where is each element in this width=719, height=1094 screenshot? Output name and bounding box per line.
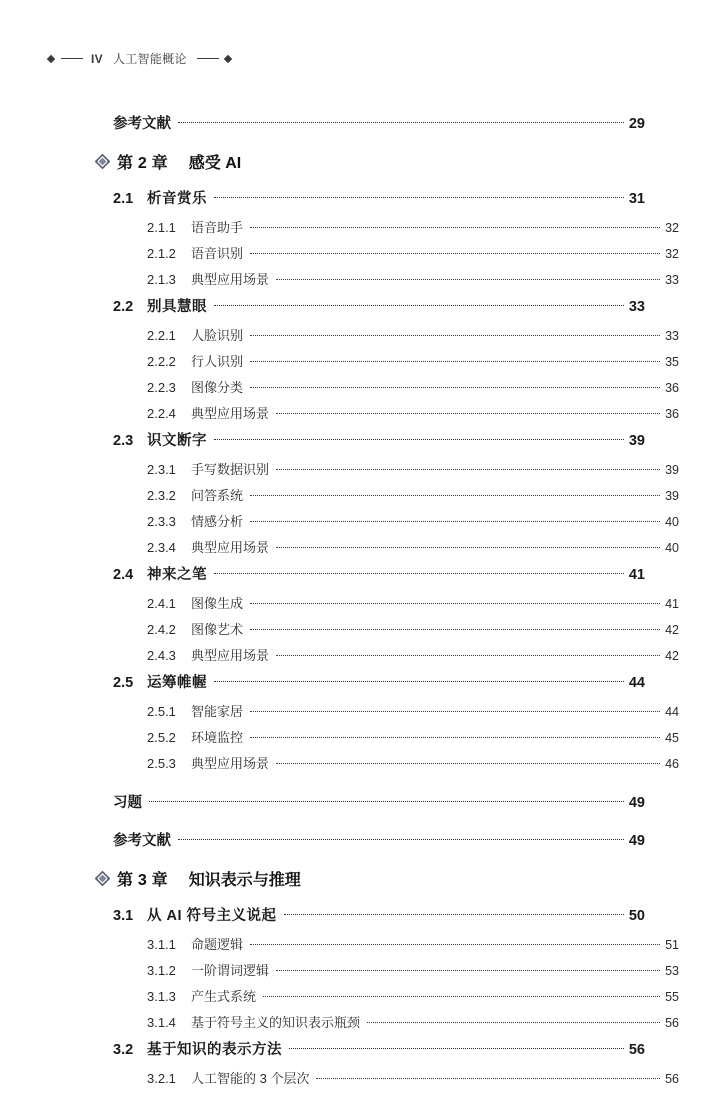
toc-entry-reference[interactable] (113, 112, 645, 133)
subsection-title: 典型应用场景 (191, 648, 270, 663)
subsection-number: 2.3.1 (147, 462, 176, 477)
rule-left-icon (61, 58, 83, 59)
toc-entry-page: 49 (628, 795, 645, 811)
subsection-number: 2.4.2 (147, 622, 176, 637)
section-title: 基于知识的表示方法 (147, 1042, 282, 1058)
subsection-title: 手写数据识别 (191, 462, 270, 477)
subsection-title: 智能家居 (191, 704, 244, 719)
section-title: 识文断字 (147, 433, 207, 449)
toc-subsection[interactable] (147, 269, 679, 288)
subsection-number: 2.1.2 (147, 246, 176, 261)
section-page: 41 (628, 567, 645, 583)
toc-subsection[interactable] (147, 986, 679, 1005)
subsection-number: 2.5.1 (147, 704, 176, 719)
subsection-number: 3.1.4 (147, 1015, 176, 1030)
subsection-page: 32 (665, 247, 679, 261)
subsection-number: 2.2.4 (147, 406, 176, 421)
toc-subsection[interactable] (147, 485, 679, 504)
subsection-title: 行人识别 (191, 354, 244, 369)
dot-leader (178, 114, 624, 129)
dot-leader (276, 539, 660, 552)
subsection-title: 基于符号主义的知识表示瓶颈 (191, 1015, 361, 1030)
subsection-page: 41 (665, 597, 679, 611)
subsection-page: 56 (665, 1016, 679, 1030)
running-head (48, 50, 232, 67)
diamond-icon-right (224, 54, 232, 62)
rule-right-icon (197, 58, 219, 59)
toc-subsection[interactable] (147, 511, 679, 530)
subsection-title: 一阶谓词逻辑 (191, 963, 270, 978)
dot-leader (250, 936, 660, 949)
dot-leader (250, 595, 660, 608)
toc-subsection[interactable] (147, 1068, 679, 1087)
dot-leader (250, 729, 660, 742)
subsection-number: 2.2.1 (147, 328, 176, 343)
subsection-page: 35 (665, 355, 679, 369)
chapter-number: 第 3 章 (117, 872, 168, 889)
subsection-title: 语音识别 (191, 246, 244, 261)
subsection-title: 产生式系统 (191, 989, 257, 1004)
toc-subsection[interactable] (147, 960, 679, 979)
subsection-number: 2.2.3 (147, 380, 176, 395)
dot-leader (149, 793, 624, 808)
subsection-page: 51 (665, 938, 679, 952)
toc-entry-page: 49 (628, 833, 645, 849)
toc-section[interactable] (113, 187, 645, 208)
diamond-ornament-icon (95, 871, 110, 886)
toc-subsection[interactable] (147, 645, 679, 664)
subsection-number: 2.1.3 (147, 272, 176, 287)
toc-entry-exercises[interactable] (113, 791, 645, 812)
dot-leader (284, 906, 624, 921)
subsection-number: 3.2.1 (147, 1071, 176, 1086)
dot-leader (250, 487, 660, 500)
dot-leader (214, 673, 624, 688)
subsection-page: 39 (665, 489, 679, 503)
section-page: 56 (628, 1042, 645, 1058)
subsection-title: 典型应用场景 (191, 272, 270, 287)
subsection-title: 典型应用场景 (191, 540, 270, 555)
dot-leader (276, 755, 660, 768)
dot-leader (250, 219, 660, 232)
dot-leader (250, 245, 660, 258)
dot-leader (276, 461, 660, 474)
toc-subsection[interactable] (147, 1012, 679, 1031)
toc-section[interactable] (113, 904, 645, 925)
dot-leader (250, 621, 660, 634)
chapter-heading-2[interactable] (95, 150, 627, 173)
dot-leader (250, 513, 660, 526)
subsection-number: 2.3.2 (147, 488, 176, 503)
toc-subsection[interactable] (147, 459, 679, 478)
dot-leader (276, 962, 660, 975)
toc-section[interactable] (113, 563, 645, 584)
toc-subsection[interactable] (147, 325, 679, 344)
folio-number: IV (91, 51, 103, 66)
subsection-title: 环境监控 (191, 730, 244, 745)
subsection-number: 2.4.3 (147, 648, 176, 663)
subsection-title: 图像分类 (191, 380, 244, 395)
toc-subsection[interactable] (147, 351, 679, 370)
subsection-page: 39 (665, 463, 679, 477)
section-title: 别具慧眼 (147, 299, 207, 315)
toc-subsection[interactable] (147, 934, 679, 953)
toc-entry-reference[interactable] (113, 829, 645, 850)
subsection-number: 2.3.4 (147, 540, 176, 555)
toc-subsection[interactable] (147, 217, 679, 236)
section-title: 神来之笔 (147, 567, 207, 583)
subsection-page: 36 (665, 381, 679, 395)
dot-leader (276, 647, 660, 660)
subsection-title: 人脸识别 (191, 328, 244, 343)
dot-leader (289, 1040, 624, 1055)
dot-leader (214, 297, 624, 312)
section-number: 2.4 (113, 567, 134, 583)
toc-section[interactable] (113, 295, 645, 316)
section-page: 50 (628, 908, 645, 924)
chapter-title: 感受 AI (188, 155, 242, 172)
section-page: 33 (628, 299, 645, 315)
chapter-title: 知识表示与推理 (188, 872, 301, 889)
subsection-title: 情感分析 (191, 514, 244, 529)
toc-subsection[interactable] (147, 377, 679, 396)
subsection-title: 问答系统 (191, 488, 244, 503)
section-title: 运筹帷幄 (147, 675, 207, 691)
subsection-number: 2.5.3 (147, 756, 176, 771)
toc-entry-page: 29 (628, 116, 645, 132)
dot-leader (316, 1070, 660, 1083)
section-title: 从 AI 符号主义说起 (147, 908, 277, 924)
subsection-number: 3.1.1 (147, 937, 176, 952)
subsection-page: 53 (665, 964, 679, 978)
chapter-number: 第 2 章 (117, 155, 168, 172)
subsection-number: 2.4.1 (147, 596, 176, 611)
subsection-title: 典型应用场景 (191, 756, 270, 771)
toc-section[interactable] (113, 429, 645, 450)
subsection-page: 46 (665, 757, 679, 771)
dot-leader (250, 379, 660, 392)
subsection-title: 人工智能的 3 个层次 (191, 1071, 310, 1086)
dot-leader (214, 431, 624, 446)
dot-leader (250, 353, 660, 366)
subsection-page: 45 (665, 731, 679, 745)
dot-leader (214, 565, 624, 580)
spacer (95, 779, 627, 791)
dot-leader (263, 988, 660, 1001)
section-page: 31 (628, 191, 645, 207)
toc-subsection[interactable] (147, 537, 679, 556)
section-number: 2.5 (113, 675, 134, 691)
subsection-page: 42 (665, 623, 679, 637)
subsection-number: 3.1.3 (147, 989, 176, 1004)
running-head-title: 人工智能概论 (112, 52, 187, 66)
subsection-number: 3.1.2 (147, 963, 176, 978)
section-number: 2.3 (113, 433, 134, 449)
subsection-page: 36 (665, 407, 679, 421)
toc-entry-title: 参考文献 (113, 833, 171, 849)
section-number: 3.1 (113, 908, 134, 924)
toc-entry-title: 习题 (113, 795, 142, 811)
subsection-page: 44 (665, 705, 679, 719)
subsection-number: 2.1.1 (147, 220, 176, 235)
table-of-contents (95, 112, 679, 1094)
section-number: 2.1 (113, 191, 134, 207)
subsection-page: 56 (665, 1072, 679, 1086)
toc-subsection[interactable] (147, 701, 679, 720)
toc-subsection[interactable] (147, 753, 679, 772)
subsection-page: 32 (665, 221, 679, 235)
diamond-ornament-icon (95, 154, 110, 169)
dot-leader (250, 327, 660, 340)
dot-leader (178, 831, 624, 846)
subsection-page: 40 (665, 541, 679, 555)
subsection-title: 图像生成 (191, 596, 244, 611)
section-page: 44 (628, 675, 645, 691)
subsection-title: 语音助手 (191, 220, 244, 235)
subsection-page: 33 (665, 329, 679, 343)
subsection-title: 图像艺术 (191, 622, 244, 637)
section-number: 2.2 (113, 299, 134, 315)
toc-subsection[interactable] (147, 403, 679, 422)
toc-entry-title: 参考文献 (113, 116, 171, 132)
section-number: 3.2 (113, 1042, 134, 1058)
toc-subsection[interactable] (147, 619, 679, 638)
dot-leader (214, 189, 624, 204)
subsection-title: 典型应用场景 (191, 406, 270, 421)
subsection-number: 2.5.2 (147, 730, 176, 745)
toc-section[interactable] (113, 1038, 645, 1059)
subsection-page: 55 (665, 990, 679, 1004)
dot-leader (276, 271, 660, 284)
subsection-page: 40 (665, 515, 679, 529)
section-page: 39 (628, 433, 645, 449)
dot-leader (250, 703, 660, 716)
subsection-number: 2.3.3 (147, 514, 176, 529)
section-title: 析音赏乐 (147, 191, 207, 207)
toc-subsection[interactable] (147, 593, 679, 612)
subsection-page: 33 (665, 273, 679, 287)
diamond-icon (47, 54, 55, 62)
chapter-heading-3[interactable] (95, 867, 627, 890)
subsection-page: 42 (665, 649, 679, 663)
subsection-number: 2.2.2 (147, 354, 176, 369)
subsection-title: 命题逻辑 (191, 937, 244, 952)
dot-leader (367, 1014, 660, 1027)
toc-section[interactable] (113, 671, 645, 692)
dot-leader (276, 405, 660, 418)
toc-subsection[interactable] (147, 727, 679, 746)
toc-subsection[interactable] (147, 243, 679, 262)
